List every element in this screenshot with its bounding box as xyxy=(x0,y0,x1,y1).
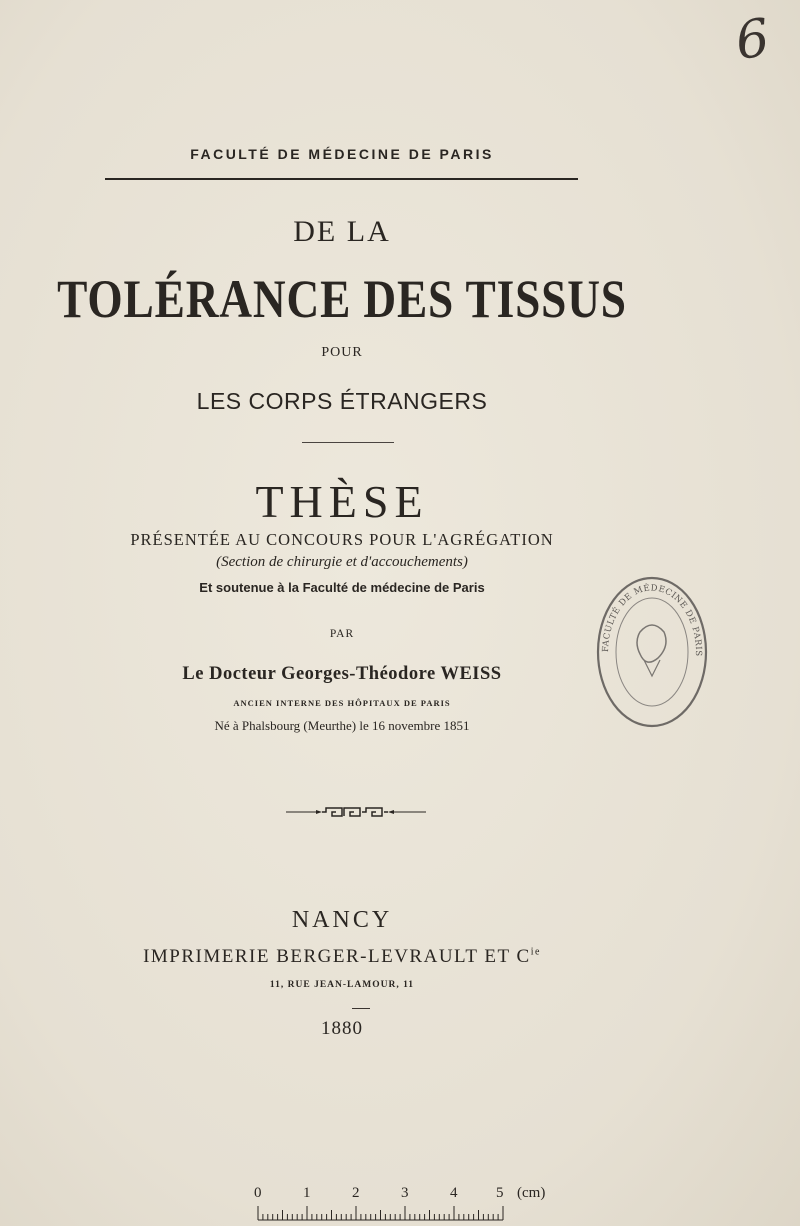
publication-year: 1880 xyxy=(321,1018,363,1039)
printer-superscript: ie xyxy=(530,946,541,958)
thesis-soutenue: Et soutenue à la Faculté de médecine de Paris xyxy=(199,580,485,595)
scale-label-0: 0 xyxy=(254,1185,262,1201)
publisher-address: 11, RUE JEAN-LAMOUR, 11 xyxy=(269,980,415,990)
scale-ticks xyxy=(254,1204,504,1222)
publisher-city: NANCY xyxy=(291,907,393,933)
thesis-presentee: PRÉSENTÉE AU CONCOURS POUR L'AGRÉGATION xyxy=(130,530,554,549)
author-name xyxy=(0,664,684,685)
faculty-header: FACULTÉ DE MÉDECINE DE PARIS xyxy=(190,146,494,162)
title-separator xyxy=(302,442,394,443)
thesis-section: (Section de chirurgie et d'accouchements) xyxy=(216,554,468,570)
printer-name: IMPRIMERIE BERGER-LEVRAULT ET C xyxy=(143,946,531,967)
title-pour: POUR xyxy=(321,345,363,360)
address-rule xyxy=(352,1008,370,1009)
author-born: Né à Phalsbourg (Meurthe) le 16 novembre 1851 xyxy=(214,718,470,733)
scale-label-1: 1 xyxy=(303,1185,311,1201)
stamp-text: FACULTÉ DE MÉDECINE DE PARIS xyxy=(600,583,704,657)
header-rule xyxy=(105,178,578,180)
scale-label-2: 2 xyxy=(352,1185,360,1201)
scale-label-4: 4 xyxy=(450,1185,458,1201)
library-stamp xyxy=(594,574,710,730)
handwritten-page-number: 6 xyxy=(731,7,774,73)
publisher-printer xyxy=(0,946,684,968)
title-line-3: LES CORPS ÉTRANGERS xyxy=(196,388,488,414)
author-title: ANCIEN INTERNE DES HÔPITAUX DE PARIS xyxy=(233,698,451,708)
scale-label-3: 3 xyxy=(401,1185,409,1201)
thesis-heading: THÈSE xyxy=(255,476,429,527)
ornament-divider xyxy=(286,804,426,820)
author-par: PAR xyxy=(329,628,355,640)
author-surname: WEISS xyxy=(440,664,502,684)
scale-unit: (cm) xyxy=(517,1185,546,1201)
scale-label-5: 5 xyxy=(496,1185,504,1201)
title-line-1: DE LA xyxy=(293,215,391,248)
author-name-prefix: Le Docteur Georges-Théodore xyxy=(182,664,441,684)
main-title: TOLÉRANCE DES TISSUS xyxy=(57,269,627,329)
